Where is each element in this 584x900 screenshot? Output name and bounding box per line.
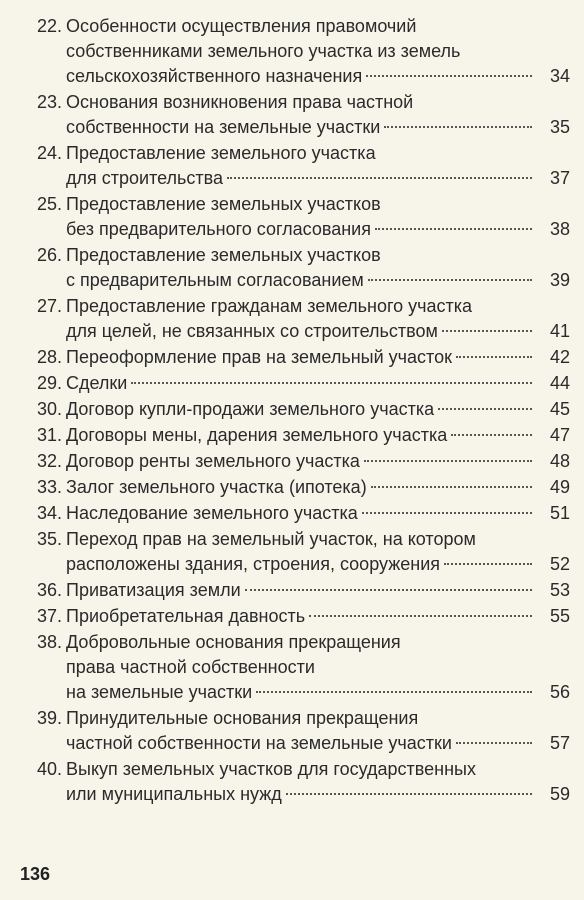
entry-title-line: Наследование земельного участка: [66, 503, 358, 523]
toc-entry: [22, 90, 570, 140]
dot-leader: [368, 279, 532, 281]
entry-title-line: расположены здания, строения, сооружения: [66, 554, 440, 574]
entry-title: [66, 345, 570, 370]
entry-title: [66, 449, 570, 474]
dot-leader: [286, 793, 532, 795]
entry-page: 38: [549, 219, 570, 239]
entry-page: 49: [549, 477, 570, 497]
entry-number: 25.: [36, 194, 62, 214]
entry-page: 34: [549, 66, 570, 86]
entry-page: 45: [549, 399, 570, 419]
entry-page: 57: [549, 733, 570, 753]
entry-page: 53: [549, 580, 570, 600]
entry-number: 39.: [36, 708, 62, 728]
entry-page: 35: [549, 117, 570, 137]
entry-title: [66, 371, 570, 396]
toc-entry: [22, 578, 570, 603]
entry-page: 56: [549, 682, 570, 702]
entry-title-line: Выкуп земельных участков для государственных: [66, 759, 476, 779]
entry-title-line: на земельные участки: [66, 682, 253, 702]
dot-leader: [451, 434, 532, 436]
entry-number: 33.: [36, 477, 62, 497]
entry-title-line: Предоставление земельных участков: [66, 245, 381, 265]
toc-entry: [22, 14, 570, 89]
entry-title: [66, 294, 570, 344]
entry-number: 38.: [36, 632, 62, 652]
entry-page: 52: [549, 554, 570, 574]
entry-number: 40.: [36, 759, 62, 779]
toc-entry: [22, 757, 570, 807]
entry-number: 22.: [36, 16, 62, 36]
entry-title-line: Переоформление прав на земельный участок: [66, 347, 452, 367]
toc-entry: [22, 604, 570, 629]
dot-leader: [384, 126, 532, 128]
entry-title: [66, 757, 570, 807]
entry-title: [66, 578, 570, 603]
entry-title-line: Особенности осуществления правомочий: [66, 16, 417, 36]
dot-leader: [438, 408, 532, 410]
dot-leader: [131, 382, 532, 384]
entry-page: 51: [549, 503, 570, 523]
entry-title: [66, 604, 570, 629]
dot-leader: [364, 460, 532, 462]
entry-title-line: Договор ренты земельного участка: [66, 451, 360, 471]
dot-leader: [375, 228, 532, 230]
toc-entry: [22, 449, 570, 474]
toc-entry: [22, 527, 570, 577]
toc-entry: [22, 423, 570, 448]
entry-page: 47: [549, 425, 570, 445]
toc-entry: [22, 630, 570, 705]
entry-title-line: Предоставление земельного участка: [66, 143, 376, 163]
entry-number: 27.: [36, 296, 62, 316]
entry-title-line: Договор купли-продажи земельного участка: [66, 399, 435, 419]
dot-leader: [309, 615, 532, 617]
entry-title-line: Приобретательная давность: [66, 606, 306, 626]
entry-number: 32.: [36, 451, 62, 471]
entry-title: [66, 90, 570, 140]
entry-page: 42: [549, 347, 570, 367]
entry-page: 44: [549, 373, 570, 393]
entry-number: 29.: [36, 373, 62, 393]
entry-title: [66, 14, 570, 89]
toc-entry: [22, 475, 570, 500]
dot-leader: [456, 742, 532, 744]
toc-entry: [22, 192, 570, 242]
entry-title-line: без предварительного согласования: [66, 219, 371, 239]
entry-number: 23.: [36, 92, 62, 112]
entry-page: 55: [549, 606, 570, 626]
toc-entry: [22, 294, 570, 344]
entry-title: [66, 423, 570, 448]
entry-page: 48: [549, 451, 570, 471]
entry-title-line: права частной собственности: [66, 657, 315, 677]
entry-number: 28.: [36, 347, 62, 367]
dot-leader: [366, 75, 532, 77]
entry-title-line: Переход прав на земельный участок, на котором: [66, 529, 476, 549]
entry-number: 37.: [36, 606, 62, 626]
entry-title-line: для целей, не связанных со строительством: [66, 321, 438, 341]
entry-title-line: Приватизация земли: [66, 580, 241, 600]
entry-title-line: для строительства: [66, 168, 224, 188]
entry-page: 39: [549, 270, 570, 290]
entry-page: 59: [549, 784, 570, 804]
toc-entry: [22, 706, 570, 756]
entry-page: 41: [549, 321, 570, 341]
dot-leader: [256, 691, 532, 693]
entry-title: [66, 501, 570, 526]
entry-number: 24.: [36, 143, 62, 163]
entry-title-line: с предварительным согласованием: [66, 270, 364, 290]
entry-title-line: Залог земельного участка (ипотека): [66, 477, 367, 497]
dot-leader: [442, 330, 532, 332]
entry-title-line: Основания возникновения права частной: [66, 92, 414, 112]
entry-title-line: собственности на земельные участки: [66, 117, 381, 137]
dot-leader: [245, 589, 532, 591]
dot-leader: [227, 177, 532, 179]
toc-entry: [22, 501, 570, 526]
entry-title-line: Предоставление земельных участков: [66, 194, 381, 214]
entry-title: [66, 706, 570, 756]
toc-entry: [22, 397, 570, 422]
entry-number: 34.: [36, 503, 62, 523]
entry-title: [66, 475, 570, 500]
entry-title-line: сельскохозяйственного назначения: [66, 66, 363, 86]
entry-title-line: Принудительные основания прекращения: [66, 708, 419, 728]
entry-title-line: или муниципальных нужд: [66, 784, 282, 804]
entry-title: [66, 397, 570, 422]
entry-title-line: Предоставление гражданам земельного участка: [66, 296, 473, 316]
toc-entry: [22, 371, 570, 396]
entry-number: 31.: [36, 425, 62, 445]
entry-number: 35.: [36, 529, 62, 549]
entry-number: 36.: [36, 580, 62, 600]
entry-title-line: Договоры мены, дарения земельного участка: [66, 425, 448, 445]
dot-leader: [444, 563, 532, 565]
table-of-contents: [22, 14, 570, 808]
entry-number: 26.: [36, 245, 62, 265]
entry-number: 30.: [36, 399, 62, 419]
entry-title: [66, 141, 570, 191]
dot-leader: [362, 512, 532, 514]
dot-leader: [456, 356, 532, 358]
entry-title-line: Добровольные основания прекращения: [66, 632, 401, 652]
entry-title: [66, 630, 570, 705]
entry-title-line: Сделки: [66, 373, 128, 393]
entry-page: 37: [549, 168, 570, 188]
entry-title: [66, 192, 570, 242]
entry-title: [66, 527, 570, 577]
entry-title-line: частной собственности на земельные участки: [66, 733, 452, 753]
toc-entry: [22, 243, 570, 293]
entry-title-line: собственниками земельного участка из земель: [66, 41, 461, 61]
dot-leader: [371, 486, 532, 488]
entry-title: [66, 243, 570, 293]
toc-entry: [22, 141, 570, 191]
toc-entry: [22, 345, 570, 370]
page-number: 136: [20, 864, 51, 884]
